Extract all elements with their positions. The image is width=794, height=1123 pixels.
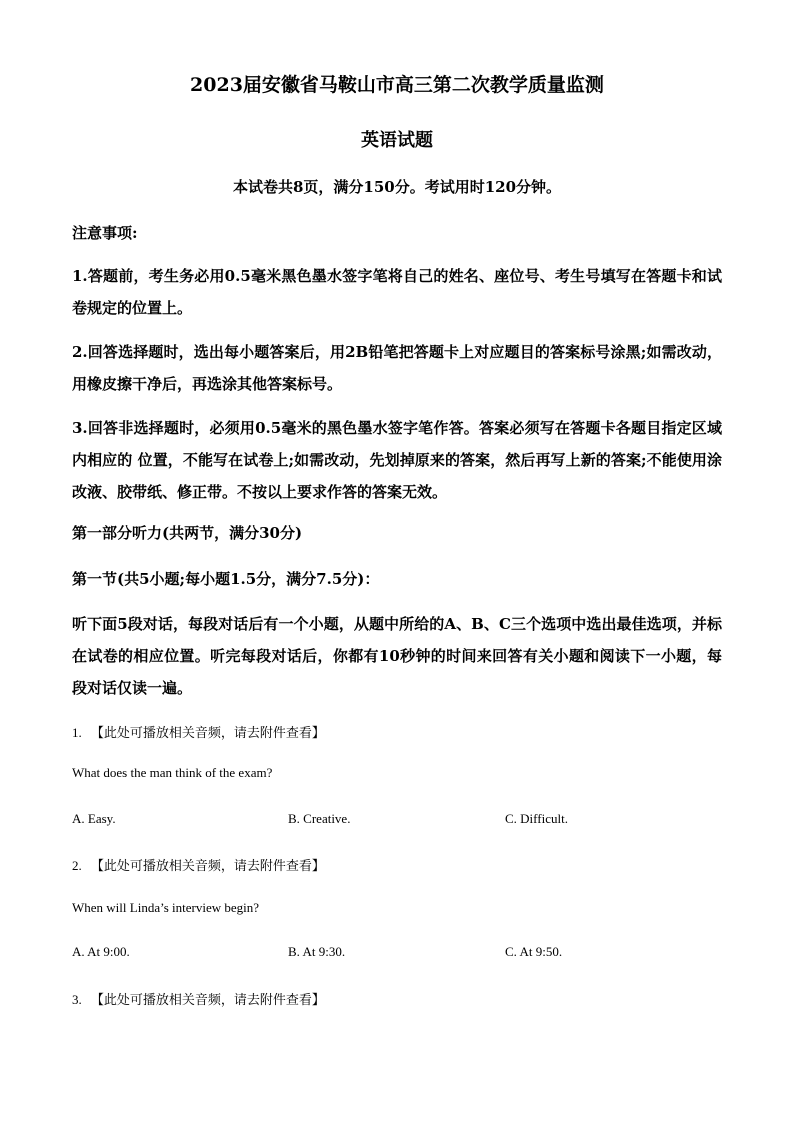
- notes-heading: 注意事项:: [72, 224, 138, 242]
- exam-info: 本试卷共8页，满分150分。考试用时120分钟。: [232, 178, 562, 196]
- question-1-stem: What does the man think of the exam?: [72, 765, 273, 780]
- question-1-option-c: C. Difficult.: [505, 811, 568, 826]
- note-item-3: 3.回答非选择题时，必须用0.5毫米的黑色墨水签字笔作答。答案必须写在答题卡各题目指定区域内相应的 位置，不能写在试卷上;如需改动，先划掉原来的答案，然后再写上新的答案;不能使用涂改液、胶带纸、修正带。不按以上要求作答的答案无效。: [72, 419, 722, 501]
- note-item-2: 2.回答选择题时，选出每小题答案后，用2B铅笔把答题卡上对应题目的答案标号涂黑;如需改动，用橡皮擦干净后，再选涂其他答案标号。: [72, 343, 722, 393]
- question-number: 3.: [72, 992, 82, 1007]
- exam-subtitle: 英语试题: [361, 130, 433, 151]
- listening-instructions: 听下面5段对话，每段对话后有一个小题，从题中所给的A、B、C三个选项中选出最佳选项，并标在试卷的相应位置。听完每段对话后，你都有10秒钟的时间来回答有关小题和阅读下一小题，每段对话仅读一遍。: [72, 615, 722, 697]
- audio-note: 【此处可播放相关音频，请去附件查看】: [90, 859, 325, 874]
- question-2-option-b: B. At 9:30.: [288, 944, 346, 959]
- question-number: 2.: [72, 858, 82, 873]
- part1-heading: 第一部分听力(共两节，满分30分): [72, 524, 303, 542]
- question-1-option-b: B. Creative.: [288, 811, 351, 826]
- question-2-stem: When will Linda’s interview begin?: [72, 900, 260, 915]
- note-item-1: 1.答题前，考生务必用0.5毫米黑色墨水签字笔将自己的姓名、座位号、考生号填写在答题卡和试卷规定的位置上。: [72, 267, 722, 317]
- exam-title: 2023届安徽省马鞍山市高三第二次教学质量监测: [190, 74, 604, 96]
- section1-heading: 第一节(共5小题;每小题1.5分，满分7.5分)：: [72, 570, 380, 588]
- question-2-option-c: C. At 9:50.: [505, 944, 563, 959]
- audio-note: 【此处可播放相关音频，请去附件查看】: [90, 993, 325, 1008]
- question-number: 1.: [72, 725, 82, 740]
- question-2-option-a: A. At 9:00.: [72, 944, 130, 959]
- question-3-header: [72, 989, 325, 1008]
- audio-note: 【此处可播放相关音频，请去附件查看】: [90, 726, 325, 741]
- question-1-option-a: A. Easy.: [72, 811, 116, 826]
- question-1-header: [72, 722, 325, 741]
- question-2-header: [72, 855, 325, 874]
